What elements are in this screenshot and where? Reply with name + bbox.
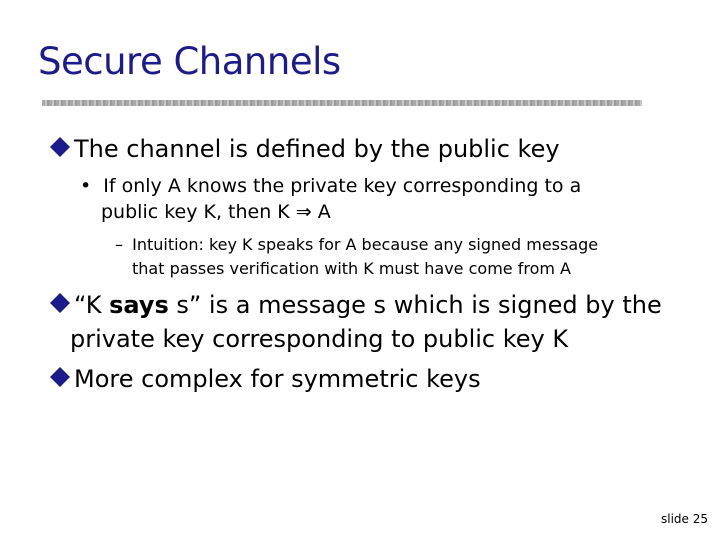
bullet-1 [48, 133, 560, 165]
bullet-1-text: The channel is defined by the public key [74, 135, 560, 163]
bullet-2 [48, 289, 662, 321]
sub-bullet-1 [80, 173, 581, 199]
page-title: Secure Channels [38, 40, 341, 83]
sub-bullet-marker: • [80, 175, 92, 197]
title-divider [42, 100, 642, 106]
sub-bullet-1-line2: public key K, then K ⇒ A [101, 201, 331, 223]
dash-item-1-line1: Intuition: key K speaks for A because any signed message [132, 235, 599, 254]
bullet-2-prefix: “K [74, 291, 110, 319]
diamond-bullet-icon [48, 365, 72, 389]
bullet-2-suffix: s” is a message s which is signed by the [168, 291, 662, 319]
diamond-bullet-icon [48, 135, 72, 159]
diamond-bullet-icon [48, 291, 72, 315]
slide-number: slide 25 [660, 512, 708, 526]
bullet-3 [48, 363, 481, 395]
dash-item-1 [115, 234, 598, 256]
sub-bullet-1-line1: If only A knows the private key corresponding to a [103, 175, 582, 197]
bullet-2-line2: private key corresponding to public key K [70, 325, 569, 353]
bullet-3-text: More complex for symmetric keys [74, 365, 481, 393]
bullet-2-bold: says [109, 291, 169, 319]
dash-marker: – [115, 235, 123, 254]
dash-item-1-line2: that passes verification with K must have come from A [132, 259, 571, 278]
